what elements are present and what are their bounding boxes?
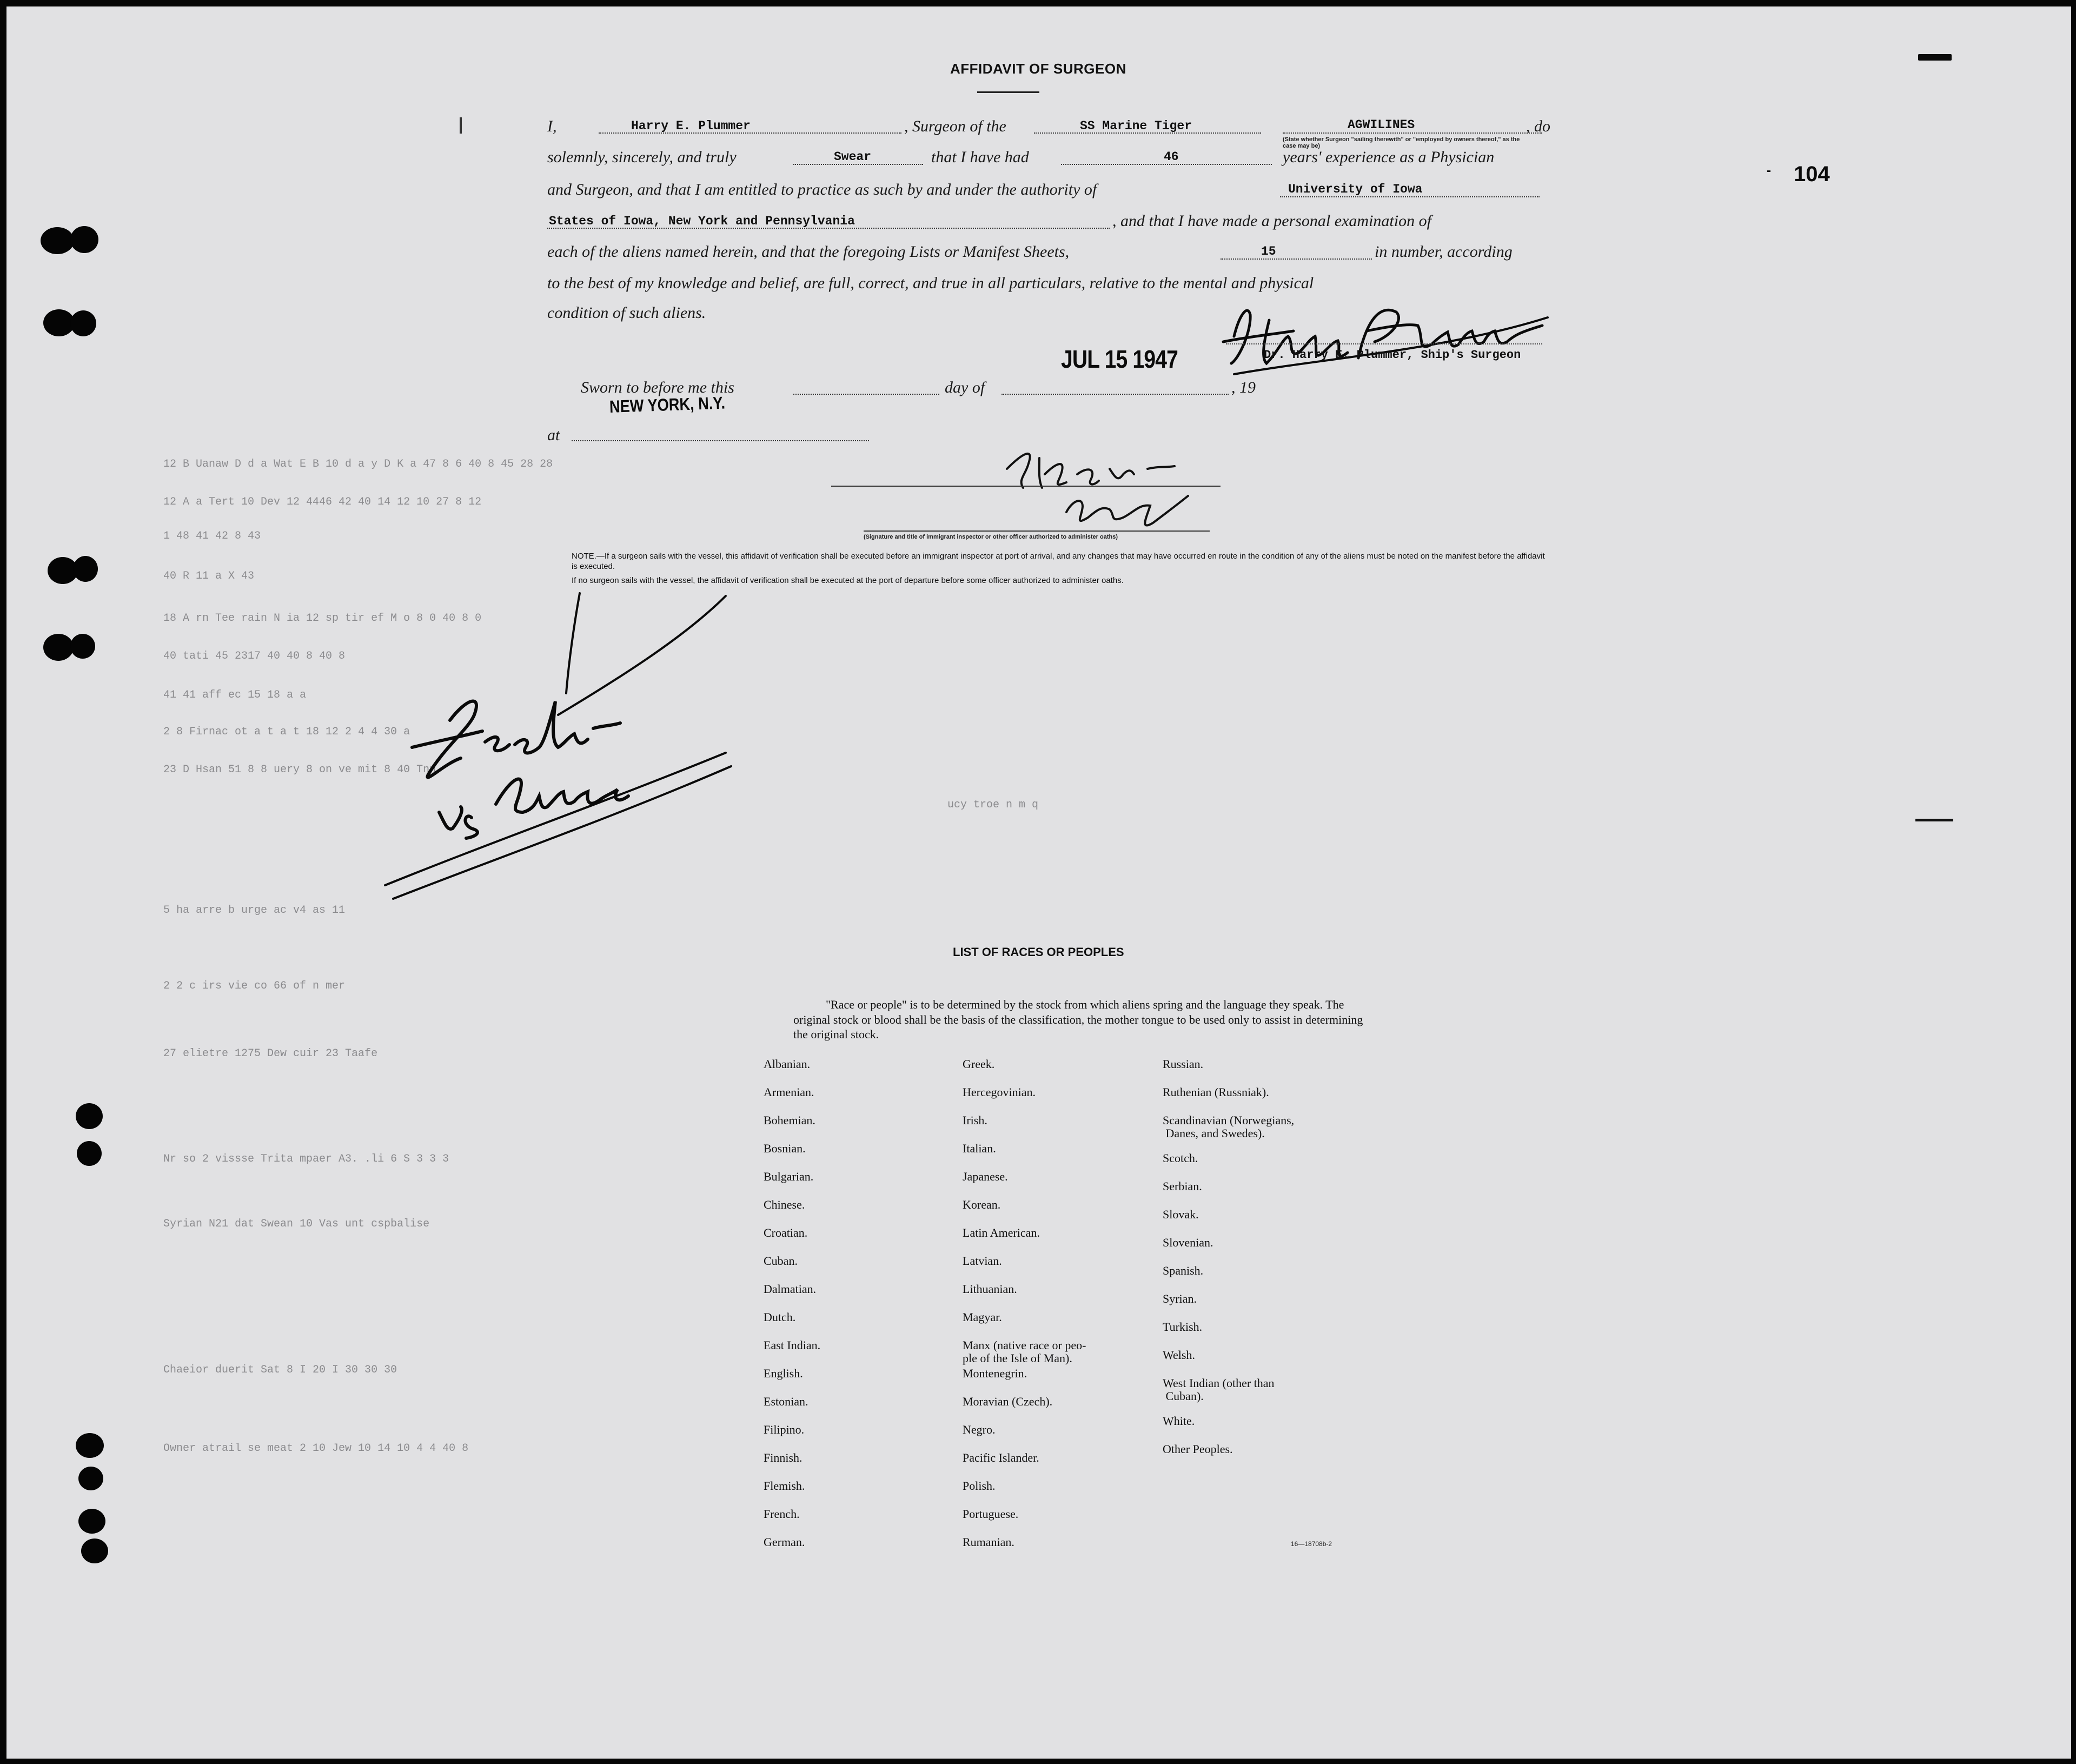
inspector-line-1	[831, 485, 1221, 487]
corner-mark	[1918, 54, 1952, 61]
race-item: Bulgarian.	[764, 1170, 814, 1183]
margin-dash	[1915, 819, 1953, 821]
punch-hole	[76, 1103, 103, 1129]
sheets-line	[1221, 258, 1372, 260]
text-that-i-have-had: that I have had	[931, 148, 1029, 166]
authority-1: University of Iowa	[1288, 182, 1423, 196]
text-do: , do	[1526, 117, 1550, 135]
inspector-signature	[1001, 436, 1207, 545]
race-item: Irish.	[963, 1113, 987, 1127]
race-item: Portuguese.	[963, 1507, 1019, 1521]
text-year: , 19	[1231, 379, 1256, 396]
race-item: Dalmatian.	[764, 1282, 817, 1296]
manifest-page: 12 B Uanaw D d a Wat E B 10 d a y D K a 47 8 6 40 8 45 28 28 12 A a Tert 10 Dev 12 4446 42 40 14 12 10 27 8 12 1 48 41 42 8 43 40 R 11 a X 43 18 A rn Tee rain N ia 12 sp tir ef M o 8 0 40 8 0 40 tati 45 2317 40 40 8 40 8 41 41 aff ec 15 18 a a 2 8 Firnac ot a t a t 18 12 2 4 4 30 a 23 D Hsan 51 8 8 uery 8 on ve mit 8 40 Tnn ucy troe n m q 5 ha arre b urge ac v4 as 11 2 2 c irs vie co 66 of n mer 27 elietre 1275 Dew cuir 23 Taafe Nr so 2 vissse Trita mpaer A3. .li 6 S 3 3 3 Syrian N21 dat Swean 10 Vas unt cspbalise Chaeior duerit Sat 8 I 20 I 30 30 30 Owner atrail se meat 2 10 Jew 10 14 10 4 4 40 8 AFFIDAVIT OF SURGEON - 104 I, Harry E. Plummer , Surgeon of the SS Marine Tiger AGWILINES , do (State whether Surgeon "sailing therewith" or "employed by owners thereof," as the case may be) solemnly, sincerely, and truly Swear that I have had 46 years' experience as a Physician and Surgeon, and that I am entitled to practice as such by and under the authority of University of Iowa States of Iowa, New York and Pennsylvania , and that I have made a personal examination of each of the aliens named herein, and that the foregoing Lists or Manifest Sheets, 15 in number, according to the best of my knowledge and belief, are full, correct, and true in all particulars, relative to the mental and physical condition of such aliens. Dr. Harry E. Plummer, Ship's Surgeon JUL 15 1947 Sworn to before me this day of , 19 NEW YORK, N.Y. at (Signature and title of immigrant inspector or other officer authorized to administer oaths) NOTE.—If a surgeon sails with the vessel, this affidavit of verification shall be executed before an immigrant inspector at port of arrival, and any changes that may have occurred en route in the condition of any of the aliens must be noted on the manifest before the affidavit is executed. If no surgeon sails with the vessel, the affidavit of verification shall be executed at the port of departure before some officer authorized to administer oaths. LIST OF RACES OR PEOPLES "Race or people" is to be determined by the stock from which aliens spring and the language they speak. The original stock or blood shall be the basis of the classification, the mother tongue to be used only to assist in determining the original stock. Albanian. Armenian. Bohemian. Bosnian. Bulgarian. Chinese. Croatian. Cuban. Dalmatian. Dutch. East Indian. English. Estonian. Filipino. Finnish. Flemish. French. German. Greek. Hercegovinian. Irish. Italian. Japanese. Korean. Latin American. Latvian. Lithuanian. Magyar. Manx (native race or peo- ple of the Isle of Man). Montenegrin. Moravian (Czech). Negro. Pacific Islander. Polish. Portuguese. Rumanian. Russian. Ruthenian (Russniak). Scandinavian (Norwegians, Danes, and Swedes). Scotch. Serbian. Slovak. Slovenian. Spanish. Syrian. Turkish. Welsh. West Indian (other than Cuban). White. Other Peoples. 16—18708b-2	[6, 6, 2071, 1759]
race-item: Negro.	[963, 1423, 996, 1436]
race-item: Hercegovinian.	[963, 1085, 1036, 1099]
race-item: Spanish.	[1163, 1264, 1204, 1277]
punch-hole	[78, 1467, 103, 1490]
race-item: Manx (native race or peo- ple of the Isle of Man).	[963, 1338, 1086, 1365]
affidavit-title: AFFIDAVIT OF SURGEON	[950, 61, 1126, 77]
race-item: Flemish.	[764, 1479, 805, 1493]
handwritten-annotation	[380, 591, 737, 904]
race-item: White.	[1163, 1414, 1195, 1428]
punch-hole	[43, 634, 74, 661]
races-column-2	[963, 1058, 1086, 1564]
punch-hole	[81, 1538, 108, 1563]
race-item: Bosnian.	[764, 1142, 806, 1155]
race-item: Albanian.	[764, 1057, 811, 1071]
race-item: East Indian.	[764, 1338, 821, 1352]
punch-hole	[41, 227, 74, 254]
page-number-prefix: -	[1767, 163, 1771, 178]
race-item: Lithuanian.	[963, 1282, 1017, 1296]
races-intro: "Race or people" is to be determined by the stock from which aliens spring and the language they speak. The original stock or blood shall be the basis of the classification, the mother tongue to be used only to assist in determining the original stock.	[793, 998, 1363, 1041]
inspector-caption: (Signature and title of immigrant inspector or other officer authorized to administer oaths)	[864, 534, 1118, 540]
text-in-number: in number, according	[1375, 243, 1513, 261]
line-name-line	[1283, 132, 1542, 134]
sworn-day-line	[793, 393, 939, 395]
date-stamp: JUL 15 1947	[1061, 345, 1178, 373]
race-item: Dutch.	[764, 1310, 796, 1324]
race-item: Italian.	[963, 1142, 996, 1155]
text-personal-exam: , and that I have made a personal examination of	[1112, 212, 1431, 230]
race-item: German.	[764, 1535, 805, 1549]
race-item: West Indian (other than Cuban).	[1163, 1376, 1275, 1403]
race-item: Moravian (Czech).	[963, 1395, 1053, 1408]
race-item: Armenian.	[764, 1085, 814, 1099]
text-condition: condition of such aliens.	[547, 304, 706, 322]
race-item: Montenegrin.	[963, 1367, 1027, 1380]
stray-mark	[460, 117, 462, 134]
race-item: Slovenian.	[1163, 1236, 1213, 1249]
years-count: 46	[1164, 150, 1179, 164]
at-line	[572, 440, 869, 441]
title-underline	[977, 91, 1039, 93]
race-item: Korean.	[963, 1198, 1001, 1211]
race-item: Scandinavian (Norwegians, Danes, and Swedes).	[1163, 1113, 1295, 1140]
race-item: Magyar.	[963, 1310, 1002, 1324]
signature-line	[1226, 343, 1542, 344]
race-item: Bohemian.	[764, 1113, 815, 1127]
race-item: Pacific Islander.	[963, 1451, 1039, 1464]
page-number: 104	[1794, 162, 1830, 186]
race-item: Turkish.	[1163, 1320, 1203, 1334]
text-sworn: Sworn to before me this	[581, 379, 734, 396]
note-line-1: NOTE.—If a surgeon sails with the vessel, this affidavit of verification shall be executed before an immigrant inspector at port of arrival, and any changes that may have occurred en route in the condition of any of the aliens must be noted on the manifest before the affidavit is executed.	[572, 552, 1545, 571]
race-item: Finnish.	[764, 1451, 802, 1464]
race-item: Greek.	[963, 1057, 995, 1071]
authority-2: States of Iowa, New York and Pennsylvania	[549, 214, 855, 228]
punch-hole	[76, 1433, 104, 1458]
race-item: Polish.	[963, 1479, 996, 1493]
text-each-aliens: each of the aliens named herein, and that the foregoing Lists or Manifest Sheets,	[547, 243, 1070, 261]
text-years-experience: years' experience as a Physician	[1283, 148, 1495, 166]
punch-hole	[78, 1509, 105, 1534]
surgeon-type-note: (State whether Surgeon "sailing therewith" or "employed by owners thereof," as the case may be)	[1283, 136, 1520, 150]
text-day-of: day of	[945, 379, 985, 396]
text-solemnly: solemnly, sincerely, and truly	[547, 148, 737, 166]
race-item: Ruthenian (Russniak).	[1163, 1085, 1269, 1099]
punch-hole	[73, 556, 98, 582]
text-best-knowledge: to the best of my knowledge and belief, are full, correct, and true in all particulars, relative to the mental and physical	[547, 274, 1314, 292]
race-item: Other Peoples.	[1163, 1442, 1233, 1456]
race-item: French.	[764, 1507, 800, 1521]
note-line-2: If no surgeon sails with the vessel, the affidavit of verification shall be executed at the port of departure before some officer authorized to administer oaths.	[572, 576, 1124, 585]
race-item: Japanese.	[963, 1170, 1008, 1183]
punch-hole	[70, 634, 95, 659]
text-at: at	[547, 426, 560, 444]
race-item: Latvian.	[963, 1254, 1002, 1268]
punch-hole	[70, 310, 96, 336]
surgeon-name: Harry E. Plummer	[631, 119, 751, 133]
form-code: 16—18708b-2	[1291, 1540, 1332, 1548]
inspector-line-2	[864, 530, 1210, 532]
race-item: Welsh.	[1163, 1348, 1195, 1362]
race-item: English.	[764, 1367, 803, 1380]
oath-word: Swear	[834, 150, 872, 164]
races-column-3	[1163, 1058, 1294, 1471]
surgeon-signature	[1218, 299, 1553, 390]
race-item: Croatian.	[764, 1226, 808, 1239]
sheets-count: 15	[1261, 244, 1276, 258]
races-column-1	[764, 1058, 820, 1564]
punch-hole	[77, 1141, 102, 1166]
race-item: Rumanian.	[963, 1535, 1014, 1549]
race-item: Latin American.	[963, 1226, 1040, 1239]
race-item: Chinese.	[764, 1198, 805, 1211]
text-surgeon-of: , Surgeon of the	[904, 117, 1006, 135]
race-item: Scotch.	[1163, 1151, 1198, 1165]
punch-hole	[70, 226, 98, 253]
place-stamp: NEW YORK, N.Y.	[609, 393, 726, 416]
races-title: LIST OF RACES OR PEOPLES	[953, 945, 1124, 959]
race-item: Serbian.	[1163, 1179, 1202, 1193]
race-item: Slovak.	[1163, 1208, 1199, 1221]
line-name: AGWILINES	[1348, 118, 1415, 132]
race-item: Cuban.	[764, 1254, 798, 1268]
text-i: I,	[547, 117, 557, 135]
signature-name: Dr. Harry E. Plummer, Ship's Surgeon	[1264, 348, 1521, 362]
race-item: Russian.	[1163, 1057, 1204, 1071]
vessel-name: SS Marine Tiger	[1080, 119, 1192, 133]
race-item: Filipino.	[764, 1423, 805, 1436]
race-item: Syrian.	[1163, 1292, 1197, 1305]
text-and-surgeon: and Surgeon, and that I am entitled to practice as such by and under the authority of	[547, 181, 1097, 198]
sworn-month-line	[1001, 393, 1229, 395]
race-item: Estonian.	[764, 1395, 808, 1408]
